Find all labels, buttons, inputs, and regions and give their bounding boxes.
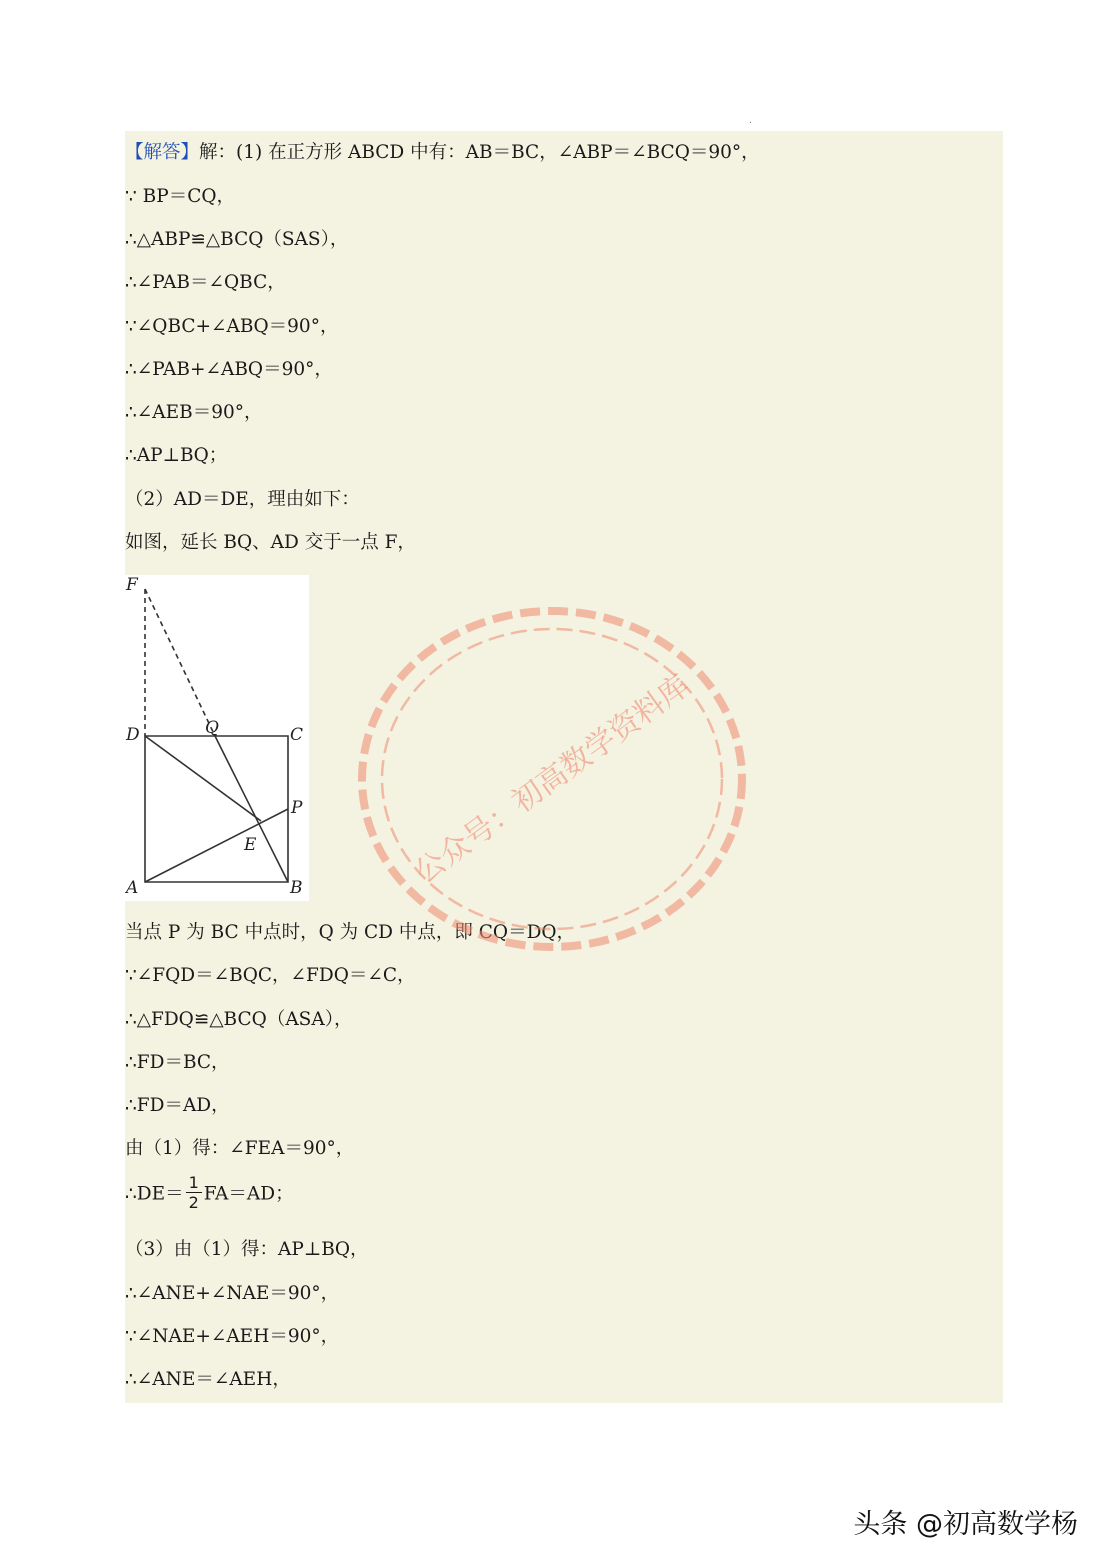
figure-background [125,575,309,901]
answer-line-9: （2）AD＝DE，理由如下： [125,489,360,510]
label-f: F [126,575,138,595]
label-a: A [126,878,139,898]
answer-line-20: ∵∠NAE+∠AEH＝90°， [125,1326,340,1347]
answer-tag: 【解答】 [125,142,200,163]
answer-line-11: 当点 P 为 BC 中点时，Q 为 CD 中点，即 CQ＝DQ， [125,922,576,943]
label-q: Q [205,718,219,738]
stamp-text: 公众号：初高数学资料库 [408,668,697,891]
answer-line-19: ∴∠ANE+∠NAE＝90°， [125,1283,340,1304]
answer-line-21: ∴∠ANE＝∠AEH， [125,1369,291,1390]
answer-line-4: ∴∠PAB＝∠QBC， [125,272,286,293]
answer-line-12: ∵∠FQD＝∠BQC，∠FDQ＝∠C， [125,965,416,986]
answer-line-3: ∴△ABP≌△BCQ（SAS）， [125,229,349,250]
fraction-denominator: 2 [188,1193,199,1212]
answer-line-7: ∴∠AEB＝90°， [125,402,263,423]
label-c: C [290,725,304,745]
answer-line-17 [125,1175,294,1214]
answer-line-6: ∴∠PAB+∠ABQ＝90°， [125,359,333,380]
answer-line-17-suffix: FA＝AD； [203,1183,294,1205]
label-p: P [291,798,303,818]
answer-line-8: ∴AP⊥BQ； [125,445,228,466]
answer-line-10: 如图，延长 BQ、AD 交于一点 F， [125,532,416,553]
label-d: D [126,725,140,745]
label-b: B [290,878,303,898]
answer-line-15: ∴FD＝AD， [125,1095,230,1116]
answer-line-1-text: 解：(1) 在正方形 ABCD 中有：AB＝BC，∠ABP＝∠BCQ＝90°， [199,142,760,163]
answer-line-17-prefix: ∴DE＝ [125,1183,184,1205]
fraction-one-half [186,1173,202,1212]
footer-credit: 头条 @初高数学杨 [853,1509,1078,1540]
answer-line-13: ∴△FDQ≌△BCQ（ASA）， [125,1009,353,1030]
answer-line-14: ∴FD＝BC， [125,1052,230,1073]
fraction-numerator: 1 [186,1173,202,1193]
watermark-stamp [356,605,748,953]
answer-line-2: ∵ BP＝CQ， [125,186,236,207]
label-e: E [244,835,257,855]
stray-dot: . [749,116,752,126]
answer-line-16: 由（1）得：∠FEA＝90°， [125,1138,355,1159]
answer-line-1 [125,141,760,165]
answer-line-5: ∵∠QBC+∠ABQ＝90°， [125,316,339,337]
geometry-figure [125,575,309,901]
answer-line-18: （3）由（1）得：AP⊥BQ， [125,1239,369,1260]
